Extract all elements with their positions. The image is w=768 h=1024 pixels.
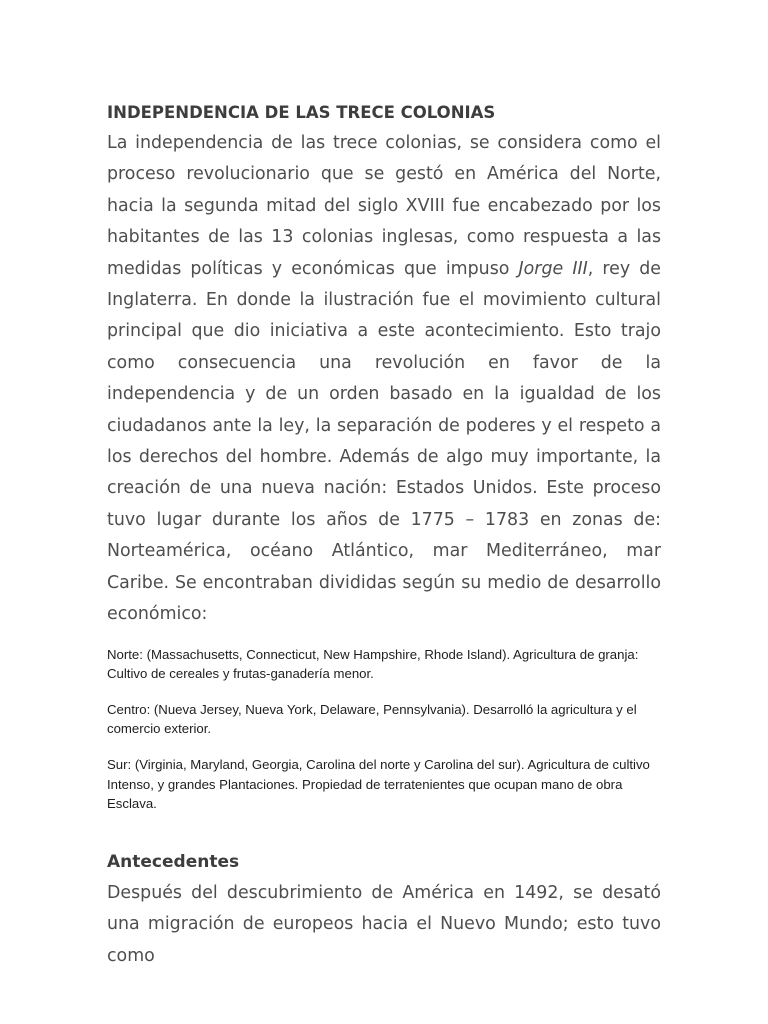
intro-text-end: , rey de Inglaterra. En donde la ilustración fue el movimiento cultural principal que dio iniciativa a este acontecimiento. Esto trajo como consecuencia una revolución en favor de la independencia y de un orden basado en la igualdad de los ciudadanos ante la ley, la separación de poderes y el respeto a los derechos del hombre. Además de algo muy importante, la creación de una nueva nación: Estados Unidos. Este proceso tuvo lugar durante los años de 1775 – 1783 en zonas de: Norteamérica, océano Atlántico, mar Mediterráneo, mar Caribe. Se encontraban divididas según su medio de desarrollo económico: <box>107 258 662 625</box>
antecedentes-paragraph: Después del descubrimiento de América en 1492, se desató una migración de europeos hacia el Nuevo Mundo; esto tuvo como <box>107 882 661 966</box>
document-title: INDEPENDENCIA DE LAS TRECE COLONIAS <box>107 103 496 122</box>
regions-list <box>107 645 661 813</box>
intro-paragraph <box>107 128 661 631</box>
document-page <box>107 102 661 972</box>
section-heading-antecedentes: Antecedentes <box>107 851 240 872</box>
region-sur: Sur: (Virginia, Maryland, Georgia, Carolina del norte y Carolina del sur). Agricultura de cultivo Intenso, y grandes Plantaciones. Propiedad de terratenientes que ocupan mano de obra Esclava. <box>107 757 650 811</box>
intro-text-start: La independencia de las trece colonias, se considera como el proceso revolucionario que se gestó en América del Norte, hacia la segunda mitad del siglo XVIII fue encabezado por los habitantes de las 13 colonias inglesas, como respuesta a las medidas políticas y económicas que impuso <box>107 133 661 279</box>
region-centro: Centro: (Nueva Jersey, Nueva York, Delaware, Pennsylvania). Desarrolló la agricultura y el comercio exterior. <box>107 701 637 737</box>
region-norte: Norte: (Massachusetts, Connecticut, New Hampshire, Rhode Island). Agricultura de granja: Cultivo de cereales y frutas-ganadería menor. <box>107 646 639 681</box>
intro-italic-name: Jorge III <box>518 258 588 279</box>
